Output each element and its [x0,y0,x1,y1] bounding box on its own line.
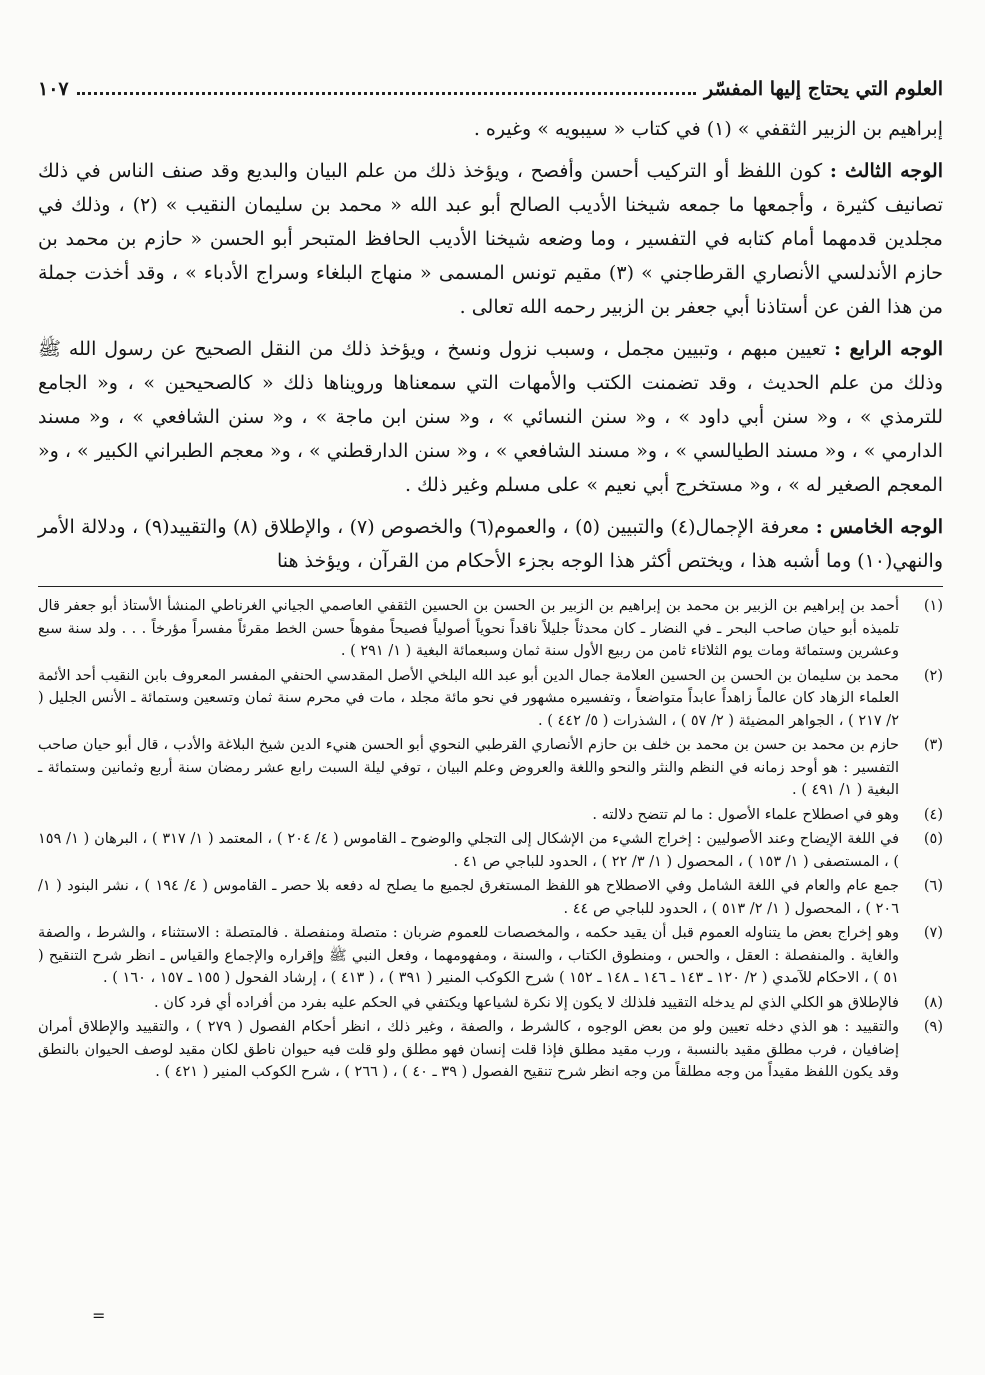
footnote [38,992,943,1015]
footnote [38,665,943,733]
footnote-number: (٣) [923,737,943,753]
footnote [38,1016,943,1084]
footnote-separator [38,586,943,587]
footnote [38,828,943,873]
header-dot-leader [77,82,696,95]
footnote-text: فالإطلاق هو الكلي الذي لم يدخله التقييد فلذلك لا يكون إلا نكرة لشياعها ويكتفي في الحكم عليه بفرد من أفراده أي فرد كان . [154,994,899,1011]
paragraph [38,332,943,502]
footnote [38,734,943,802]
footnote-text: في اللغة الإيضاح وعند الأصوليين : إخراج الشيء من الإشكال إلى التجلي والوضوح ـ القاموس ( ٤/ ٢٠٤ ) ، المعتمد ( ١/ ٣١٧ ) ، البرهان ( ١/ ١٥٩ ) ، المستصفى ( ١/ ١٥٣ ) ، المحصول ( ١/ ٣/ ٢٢ ) ، الحدود للباجي ص ٤١ . [38,831,900,870]
footnote [38,804,943,827]
paragraph-text: كون اللفظ أو التركيب أحسن وأفصح ، ويؤخذ ذلك من علم البيان والبديع وقد صنف الناس في ذلك تصانيف كثيرة ، وأجمعها ما جمعه شيخنا الأديب الصالح أبو عبد الله « محمد بن سليمان النقيب » (٢) ، وذلك في مجلدين قدمهما أمام كتابه في التفسير ، وما وضعه شيخنا الأديب الحافظ المتبحر أبو الحسن « حازم بن محمد بن حازم الأندلسي الأنصاري القرطاجني » (٣) مقيم تونس المسمى « منهاج البلغاء وسراج الأدباء » ، وقد أخذت جملة من هذا الفن عن أستاذنا أبي جعفر بن الزبير رحمه الله تعالى . [38,160,943,318]
footnote-number: (٤) [923,806,943,823]
footnote-number: (٧) [923,925,943,941]
printer-mark: = [92,1306,106,1325]
footnote-text: حازم بن محمد بن حسن بن محمد بن خلف بن حازم الأنصاري القرطبي النحوي أبو الحسن هنيء الدين شيخ البلاغة والأدب ، قال أبو حيان صاحب التفسير : هو أوحد زمانه في النظم والنثر والنحو واللغة والعروض وعلم البيان ، توفي ليلة السبت رابع عشر رمضان سنة أربع وثمانين وستمائة ـ البغية ( ١/ ٤٩١ ) . [38,737,899,798]
paragraph-lead: الوجه الرابع : [834,338,943,360]
paragraph-lead: الوجه الخامس : [815,516,943,538]
paragraph [38,154,943,324]
footnote-number: (٥) [923,831,943,847]
page-number: ١٠٧ [38,78,69,100]
footnote [38,595,943,663]
paragraph-text: تعيين مبهم ، وتبيين مجمل ، وسبب نزول ونسخ ، ويؤخذ ذلك من النقل الصحيح عن رسول الله ﷺ وذلك من علم الحديث ، وقد تضمنت الكتب والأمهات التي سمعناها ورويناها ذلك « كالصحيحين » ، و« الجامع للترمذي » ، و« سنن أبي داود » ، و« سنن النسائي » ، و« سنن ابن ماجة » ، و« سنن الشافعي » ، و« مسند الدارمي » ، و« مسند الطيالسي » ، و« مسند الشافعي » ، و« سنن الدارقطني » ، و« معجم الطبراني الكبير » ، و« المعجم الصغير له » ، و« مستخرج أبي نعيم » على مسلم وغير ذلك . [38,338,944,496]
paragraph-text: إبراهيم بن الزبير الثقفي » (١) في كتاب « سيبويه » وغيره . [473,118,943,140]
paragraph [38,112,943,146]
paragraph-text: معرفة الإجمال(٤) والتبيين (٥) ، والعموم(٦) والخصوص (٧) ، والإطلاق (٨) والتقييد(٩) ، ودلالة الأمر والنهي(١٠) وما أشبه هذا ، ويختص أكثر هذا الوجه بجزء الأحكام من القرآن ، ويؤخذ هنا [38,516,943,572]
main-text [38,112,943,578]
footnote-text: أحمد بن إبراهيم بن الزبير بن محمد بن إبراهيم بن الزبير بن الحسن بن الحسين الثقفي العاصمي الجياني الغرناطي المنشأ الأستاذ أبو جعفر قال تلميذه أبو حيان صاحب البحر ـ في النضار ـ كان محدثاً جليلاً ناقداً نحوياً أصولياً فصيحاً مفوهاً حسن الخط مقرئاً مفسراً مؤرخاً . . . ولد سنة سبع وعشرين وستمائة ومات يوم الثلاثاء ثامن من ربيع الأول سنة ثمان وسبعمائة البغية ( ١/ ٢٩١ ) . [38,598,899,659]
running-header [38,78,943,112]
paragraph [38,510,943,578]
footnote [38,922,943,990]
footnote-number: (٩) [923,1019,943,1035]
header-title: العلوم التي يحتاج إليها المفسّر [704,78,943,100]
footnote-text: وهو في اصطلاح علماء الأصول : ما لم تتضح دلالته . [592,806,899,823]
footnote [38,875,943,920]
footnote-number: (٢) [923,667,943,684]
footnote-number: (٦) [923,878,943,894]
footnote-text: جمع عام والعام في اللغة الشامل وفي الاصطلاح هو اللفظ المستغرق لجميع ما يصلح له دفعه بلا حصر ـ القاموس ( ٤/ ١٩٤ ) ، نشر البنود ( ١/ ٢٠٦ ) ، المحصول ( ١/ ٢/ ٥١٣ ) ، الحدود للباجي ص ٤٤ . [38,878,899,917]
footnote-text: وهو إخراج بعض ما يتناوله العموم قبل أن يقيد حكمه ، والمخصصات للعموم ضربان : متصلة ومنفصلة . فالمتصلة : الاستثناء ، والشرط ، والصفة والغاية . والمنفصلة : العقل ، والحس ، ومنطوق الكتاب ، والسنة ، ومفهومهما ، وفعل النبي ﷺ وإقراره والإجماع والقياس ـ انظر شرح التنقيح ( ٥١ ) ، الاحكام للآمدي ( ٢/ ١٢٠ ـ ١٤٣ ـ ١٤٦ ـ ١٤٨ ـ ١٥٢ ) شرح الكوكب المنير ( ٣٩١ ) ، ( ٤١٣ ) ، إرشاد الفحول ( ١٥٥ ـ ١٥٧ ، ١٦٠ ) . [38,925,899,986]
footnote-text: والتقييد : هو الذي دخله تعيين ولو من بعض الوجوه ، كالشرط ، والصفة ، وغير ذلك ، انظر أحكام الفصول ( ٢٧٩ ) ، والتقييد والإطلاق أمران إضافيان ، فرب مطلق مقيد بالنسبة ، ورب مقيد مطلق فإذا قلت إنسان فهو مطلق ولو قلت فيه حيوان ناطق لكان مقيد لوصف الحيوان بالنطق وقد يكون اللفظ مقيداً من وجه مطلقاً من وجه انظر شرح تنقيح الفصول ( ٣٩ ـ ٤٠ ) ، ( ٢٦٦ ) ، شرح الكوكب المنير ( ٤٢١ ) . [38,1019,899,1080]
footnote-number: (١) [923,598,943,614]
footnotes [38,595,943,1084]
paragraph-lead: الوجه الثالث : [829,160,944,182]
footnote-text: محمد بن سليمان بن الحسن بن الحسين العلامة جمال الدين أبو عبد الله البلخي الأصل المقدسي الحنفي المفسر المعروف بابن النقيب أحد الأئمة العلماء الزهاد كان عالماً زاهداً عابداً متواضعاً ، وتفسيره مشهور في نحو مائة مجلد ، مات في محرم سنة ثمان وتسعين وستمائة ـ الأنس الجليل ( ٢/ ٢١٧ ) ، الجواهر المضيئة ( ٢/ ٥٧ ) ، الشذرات ( ٥/ ٤٤٢ ) . [38,667,899,729]
footnote-number: (٨) [923,994,943,1011]
